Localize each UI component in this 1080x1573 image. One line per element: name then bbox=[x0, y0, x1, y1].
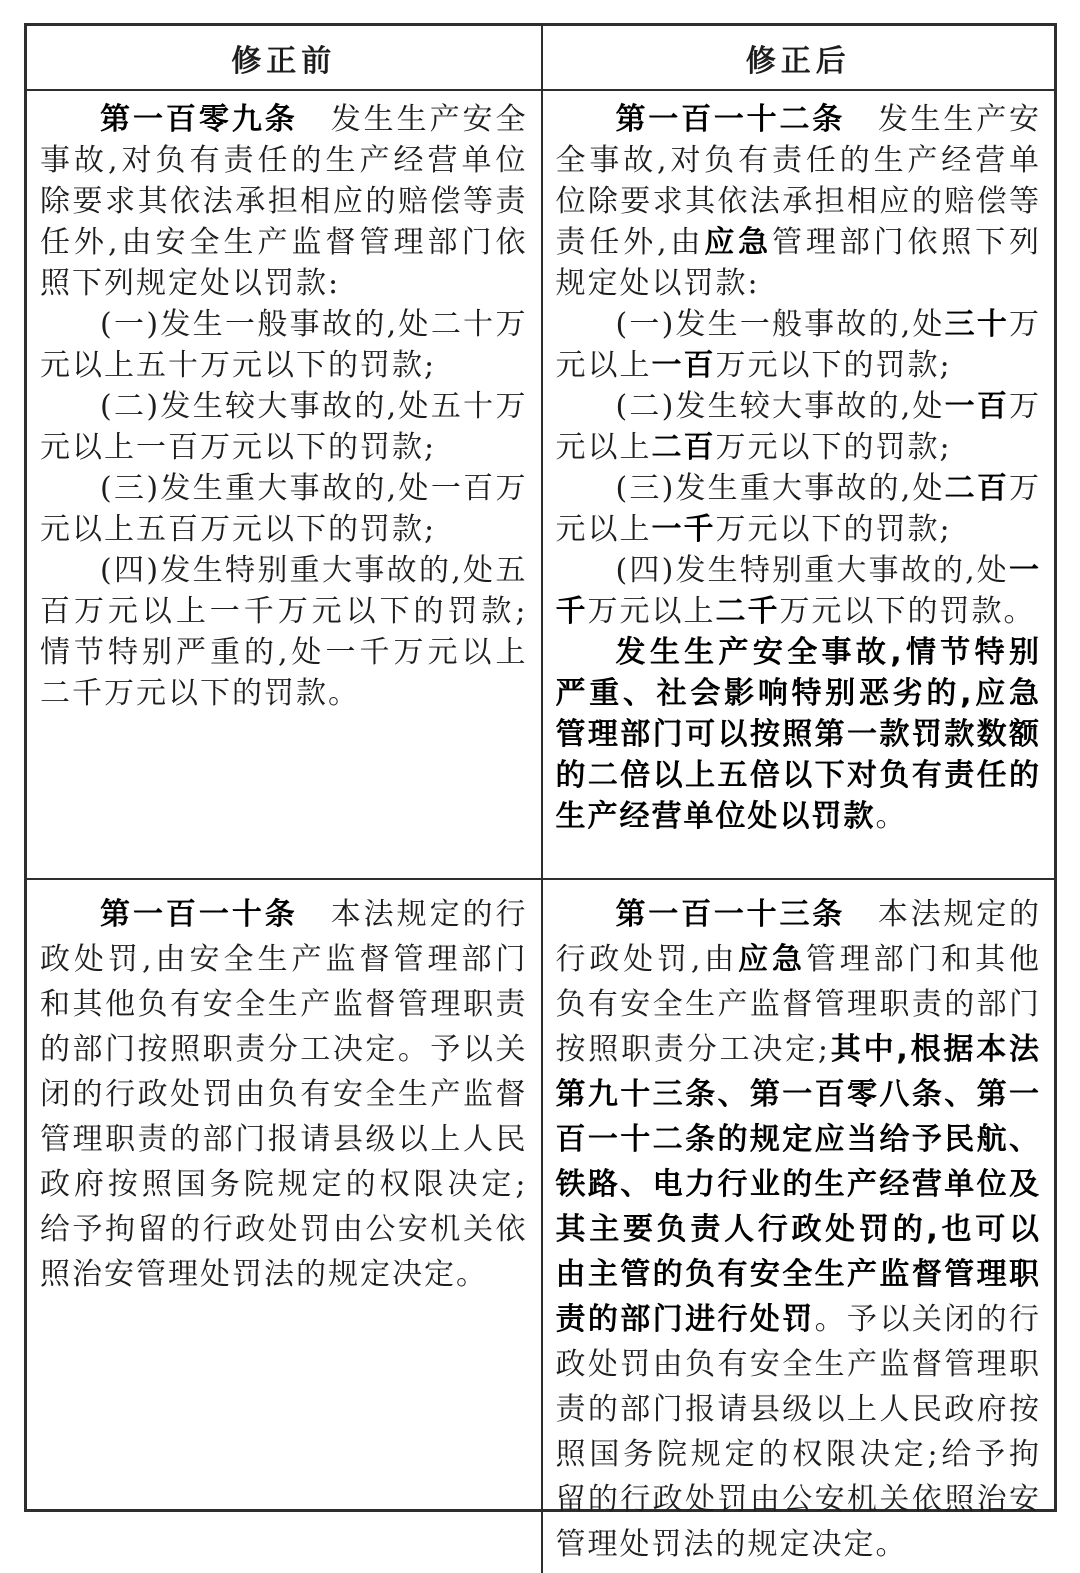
cell-after-row-2 bbox=[541, 880, 1055, 1573]
bold-amended-text: 三十 bbox=[944, 307, 1010, 342]
bold-amended-text: 一千 bbox=[651, 512, 716, 547]
law-paragraph bbox=[40, 468, 528, 550]
regular-text: (二)发生较大事故的,处 bbox=[615, 389, 945, 424]
regular-text: 万元以下的罚款; bbox=[715, 348, 952, 383]
column-header-before: 修正前 bbox=[231, 43, 337, 79]
bold-amended-text: 一百 bbox=[651, 348, 716, 383]
regular-text: 本法规定的行政处罚,由安全生产监督管理部门和其他负有安全生产监督管理职责的部门按照职责分工决定。予以关闭的行政处罚由负有安全生产监督管理职责的部门报请县级以上人民政府按照国务院规定的权限决定;给予拘留的行政处罚由公安机关依照治安管理处罚法的规定决定。 bbox=[40, 897, 528, 1292]
regular-text: 。 bbox=[875, 799, 908, 834]
regular-text: 万元以下的罚款。 bbox=[779, 594, 1036, 629]
cell-after-row-1 bbox=[541, 91, 1055, 878]
bold-amended-text: 其中,根据本法第九十三条、第一百零八条、第一百一十二条的规定应当给予民航、铁路、电力行业的生产经营单位及其主要负责人行政处罚的,也可以由主管的负有安全生产监督管理职责的部门进行处罚 bbox=[555, 1032, 1041, 1337]
law-paragraph bbox=[556, 632, 1042, 837]
law-paragraph bbox=[556, 99, 1042, 304]
cell-before-row-2 bbox=[27, 880, 541, 1573]
law-paragraph bbox=[556, 468, 1042, 550]
regular-text: (一)发生一般事故的,处二十万元以上五十万元以下的罚款; bbox=[40, 307, 528, 383]
regular-text: (三)发生重大事故的,处一百万元以上五百万元以下的罚款; bbox=[40, 471, 528, 547]
regular-text: 万元以上 bbox=[587, 594, 716, 629]
cell-before-row-1 bbox=[27, 91, 541, 878]
amendment-comparison-table bbox=[24, 23, 1057, 1562]
regular-text: (二)发生较大事故的,处五十万元以上一百万元以下的罚款; bbox=[40, 389, 528, 465]
law-paragraph bbox=[40, 386, 528, 468]
column-header-after: 修正后 bbox=[541, 26, 1055, 89]
law-paragraph bbox=[556, 304, 1042, 386]
regular-text: 管理部门依照下列规定处以罚款: bbox=[555, 225, 1042, 301]
regular-text: 万元以下的罚款; bbox=[715, 430, 952, 465]
regular-text: 万元以上 bbox=[555, 389, 1042, 465]
law-paragraph bbox=[556, 386, 1042, 468]
bold-amended-text: 二千 bbox=[715, 594, 780, 629]
regular-text: 发生生产安全事故,对负有责任的生产经营单位除要求其依法承担相应的赔偿等责任外,由 bbox=[555, 102, 1042, 260]
law-paragraph bbox=[40, 892, 528, 1297]
table-body bbox=[27, 91, 1054, 1573]
regular-text: (四)发生特别重大事故的,处 bbox=[615, 553, 1009, 588]
table-row-1 bbox=[27, 91, 1054, 880]
law-paragraph bbox=[556, 550, 1042, 632]
bold-amended-text: 第一百零九条 bbox=[100, 102, 298, 137]
regular-text: 管理部门和其他负有安全生产监督管理职责的部门按照职责分工决定; bbox=[555, 942, 1042, 1067]
bold-amended-text: 发生生产安全事故,情节特别严重、社会影响特别恶劣的,应急管理部门可以按照第一款罚款数额的二倍以上五倍以下对负有责任的生产经营单位处以罚款 bbox=[555, 635, 1041, 834]
bold-amended-text: 一千 bbox=[555, 553, 1041, 629]
bold-amended-text: 二百 bbox=[651, 430, 716, 465]
regular-text: (四)发生特别重大事故的,处五百万元以上一千万元以下的罚款;情节特别严重的,处一千万元以上二千万元以下的罚款。 bbox=[40, 553, 528, 711]
regular-text: (一)发生一般事故的,处 bbox=[615, 307, 945, 342]
bold-amended-text: 第一百一十条 bbox=[100, 897, 298, 932]
regular-text: (三)发生重大事故的,处 bbox=[615, 471, 945, 506]
bold-amended-text: 第一百一十三条 bbox=[615, 897, 846, 932]
law-paragraph bbox=[40, 304, 528, 386]
law-paragraph bbox=[556, 892, 1042, 1567]
table-row-2 bbox=[27, 880, 1054, 1573]
law-paragraph bbox=[40, 550, 528, 714]
bold-amended-text: 第一百一十二条 bbox=[615, 102, 846, 137]
bold-amended-text: 应急 bbox=[738, 942, 806, 977]
regular-text: 本法规定的行政处罚,由 bbox=[555, 897, 1042, 977]
regular-text: 万元以下的罚款; bbox=[715, 512, 952, 547]
regular-text: 万元以上 bbox=[555, 307, 1042, 383]
law-paragraph bbox=[40, 99, 528, 304]
bold-amended-text: 一百 bbox=[944, 389, 1010, 424]
table-header-row bbox=[27, 26, 1054, 91]
bold-amended-text: 应急 bbox=[704, 225, 773, 260]
regular-text: 发生生产安全事故,对负有责任的生产经营单位除要求其依法承担相应的赔偿等责任外,由安全生产监督管理部门依照下列规定处以罚款: bbox=[40, 102, 528, 301]
regular-text: 万元以上 bbox=[555, 471, 1042, 547]
regular-text: 。予以关闭的行政处罚由负有安全生产监督管理职责的部门报请县级以上人民政府按照国务院规定的权限决定;给予拘留的行政处罚由公安机关依照治安管理处罚法的规定决定。 bbox=[555, 1302, 1042, 1562]
bold-amended-text: 二百 bbox=[944, 471, 1010, 506]
